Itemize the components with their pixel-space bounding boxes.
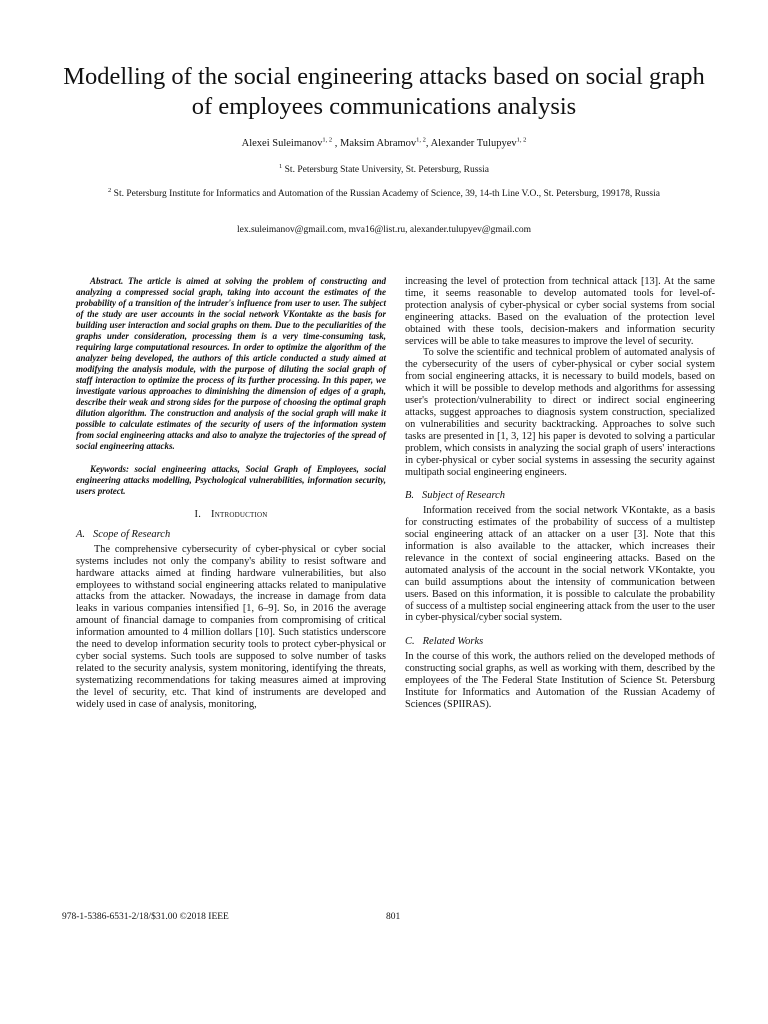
footer-isbn: 978-1-5386-6531-2/18/$31.00 ©2018 IEEE: [62, 912, 229, 922]
left-column: [76, 276, 386, 711]
page-number: 801: [386, 912, 401, 922]
author-separator: ,: [425, 138, 431, 149]
subsection-heading-scope: [76, 529, 386, 541]
paragraph-automated-analysis: To solve the scientific and technical problem of automated analysis of the cybersecurity of the users of cyber-physical or cyber social system from social engineering attacks, it is necessary to build models, based on which it will be possible to develop methods and algorithms for assessing user's protection/vulnerability to direct or indirect social engineering attacks, suggest approaches to diagnosis system construction, specialized on vulnerabilities and security backtracking. Approaches to solve such tasks are presented in [1, 3, 12] his paper is devoted to solving a particular problem, which consists in analyzing the social graph of users' interactions in cyber-physical or cyber social systems in assessing the security against multipath social engineering engineers.: [405, 347, 715, 478]
author-affiliation-mark: 1, 2: [516, 136, 527, 144]
paragraph-continued: increasing the level of protection from technical attack [13]. At the same time, it seems reasonable to develop automated tools for level-of-protection analysis of cyber-physical or cyber social systems from social engineering attacks. Based on the evaluation of the protection level obtained with these tools, decision-makers and information security services will be able to take measures to improve the level of security.: [405, 276, 715, 347]
author-name: Alexander Tulupyev: [430, 138, 517, 149]
keywords: Keywords: social engineering attacks, Social Graph of Employees, social engineering attacks modelling, Psychological vulnerabilities, information security, users protect.: [76, 464, 386, 496]
affiliation-mark: 1: [279, 162, 283, 170]
affiliation-text: St. Petersburg State University, St. Petersburg, Russia: [284, 165, 489, 175]
affiliation-mark: 2: [108, 186, 112, 194]
section-title: Introduction: [211, 509, 268, 520]
affiliation-2: [100, 188, 668, 200]
paragraph-scope: The comprehensive cybersecurity of cyber-physical or cyber social systems includes not only the company's ability to resist software and hardware attacks aimed at finding hardware vulnerabilities, but also employees to withstand social engineering attacks related to manipulative attacks from the attacker. Nowadays, the increase in damage from data leaks in various companies intensified [1, 6–9]. So, in 2016 the average amount of financial damage to companies from compromising of critical information amounted to 4 million dollars [10]. Such statistics underscore the need to develop information security tools to protect cyber-physical or cyber social systems. Such tools are supposed to solve number of tasks related to the security analysis, system monitoring, identifying the threats, systematizing recommendations for taking measures aimed at improving the level of security, etc. That kind of instruments are developed and widely used in case of analysis, monitoring,: [76, 543, 386, 710]
author-affiliation-mark: 1, 2: [416, 136, 426, 144]
section-heading-introduction: [76, 509, 386, 521]
subsection-heading-subject: [405, 490, 715, 502]
paragraph-related-works: In the course of this work, the authors relied on the developed methods of constructing social graphs, as well as working with them, described by the employees of the The Federal State Institution of Science St. Petersburg Institute for Informatics and Automation of the Russian Academy of Sciences (SPIIRAS).: [405, 651, 715, 710]
subsection-letter: B.: [405, 490, 415, 502]
author-separator: ,: [332, 138, 341, 149]
abstract: Abstract. The article is aimed at solving the problem of constructing and analyzing a compressed social graph, taking into account the estimates of the probability of a transition of the intruder's influence from user to user. The subject of the study are user accounts in the social network VKontakte as the basis for building user interaction and social graphs on them. Due to the peculiarities of the graphs under consideration, processing them is a very time-consuming task, requiring large computational resources. In order to optimize the algorithm of the analyzer being developed, the authors of this article conducted a study aimed at modifying the analysis module, with the purpose of diluting the social graph of staff interaction to optimize the process of its further processing. In this paper, we investigate various approaches to diminishing the dimension of edges of a graph, describe their weak and strong sides for the purpose of choosing the optimal graph dilution algorithm. The construction and analysis of the social graph will make it possible to calculate estimates of the security of users of the information system from social engineering attacks and also to analyze the trajectories of the spread of social engineering attacks.: [76, 276, 386, 451]
author-emails: lex.suleimanov@gmail.com, mva16@list.ru, alexander.tulupyev@gmail.com: [236, 225, 532, 235]
section-number: I.: [194, 509, 202, 520]
affiliation-text: St. Petersburg Institute for Informatics and Automation of the Russian Academy of Science, 39, 14-th Line V.O., St. Petersburg, 199178, Russia: [113, 189, 660, 199]
author-name: Maksim Abramov: [340, 138, 417, 149]
author-name: Alexei Suleimanov: [241, 138, 323, 149]
author-affiliation-mark: 1, 2: [322, 136, 333, 144]
subsection-heading-related-works: [405, 636, 715, 648]
author-line: [60, 138, 708, 149]
subsection-title: Related Works: [422, 636, 484, 648]
affiliation-1: [60, 162, 708, 175]
right-column: [405, 276, 715, 711]
subsection-title: Scope of Research: [93, 528, 171, 540]
paper-title: Modelling of the social engineering attacks based on social graph of employees communications analysis: [63, 63, 705, 120]
subsection-title: Subject of Research: [422, 490, 506, 502]
subsection-letter: C.: [405, 636, 415, 648]
subsection-letter: A.: [76, 528, 86, 540]
paragraph-subject: Information received from the social network VKontakte, as a basis for constructing estimates of the probability of success of a multistep social engineering attack of an attacker on a user [3]. Note that this information is also available to the attacker, which increases their relevance in the context of social engineering attacks. Based on the automated analysis of the account in the social network VKontakte, you can build assumptions about the intensity of communication between users. Based on this information, it is possible to calculate the probability of success of a multistep social engineering attack from the user to the user in cyber-physical/cyber social system.: [405, 505, 715, 624]
